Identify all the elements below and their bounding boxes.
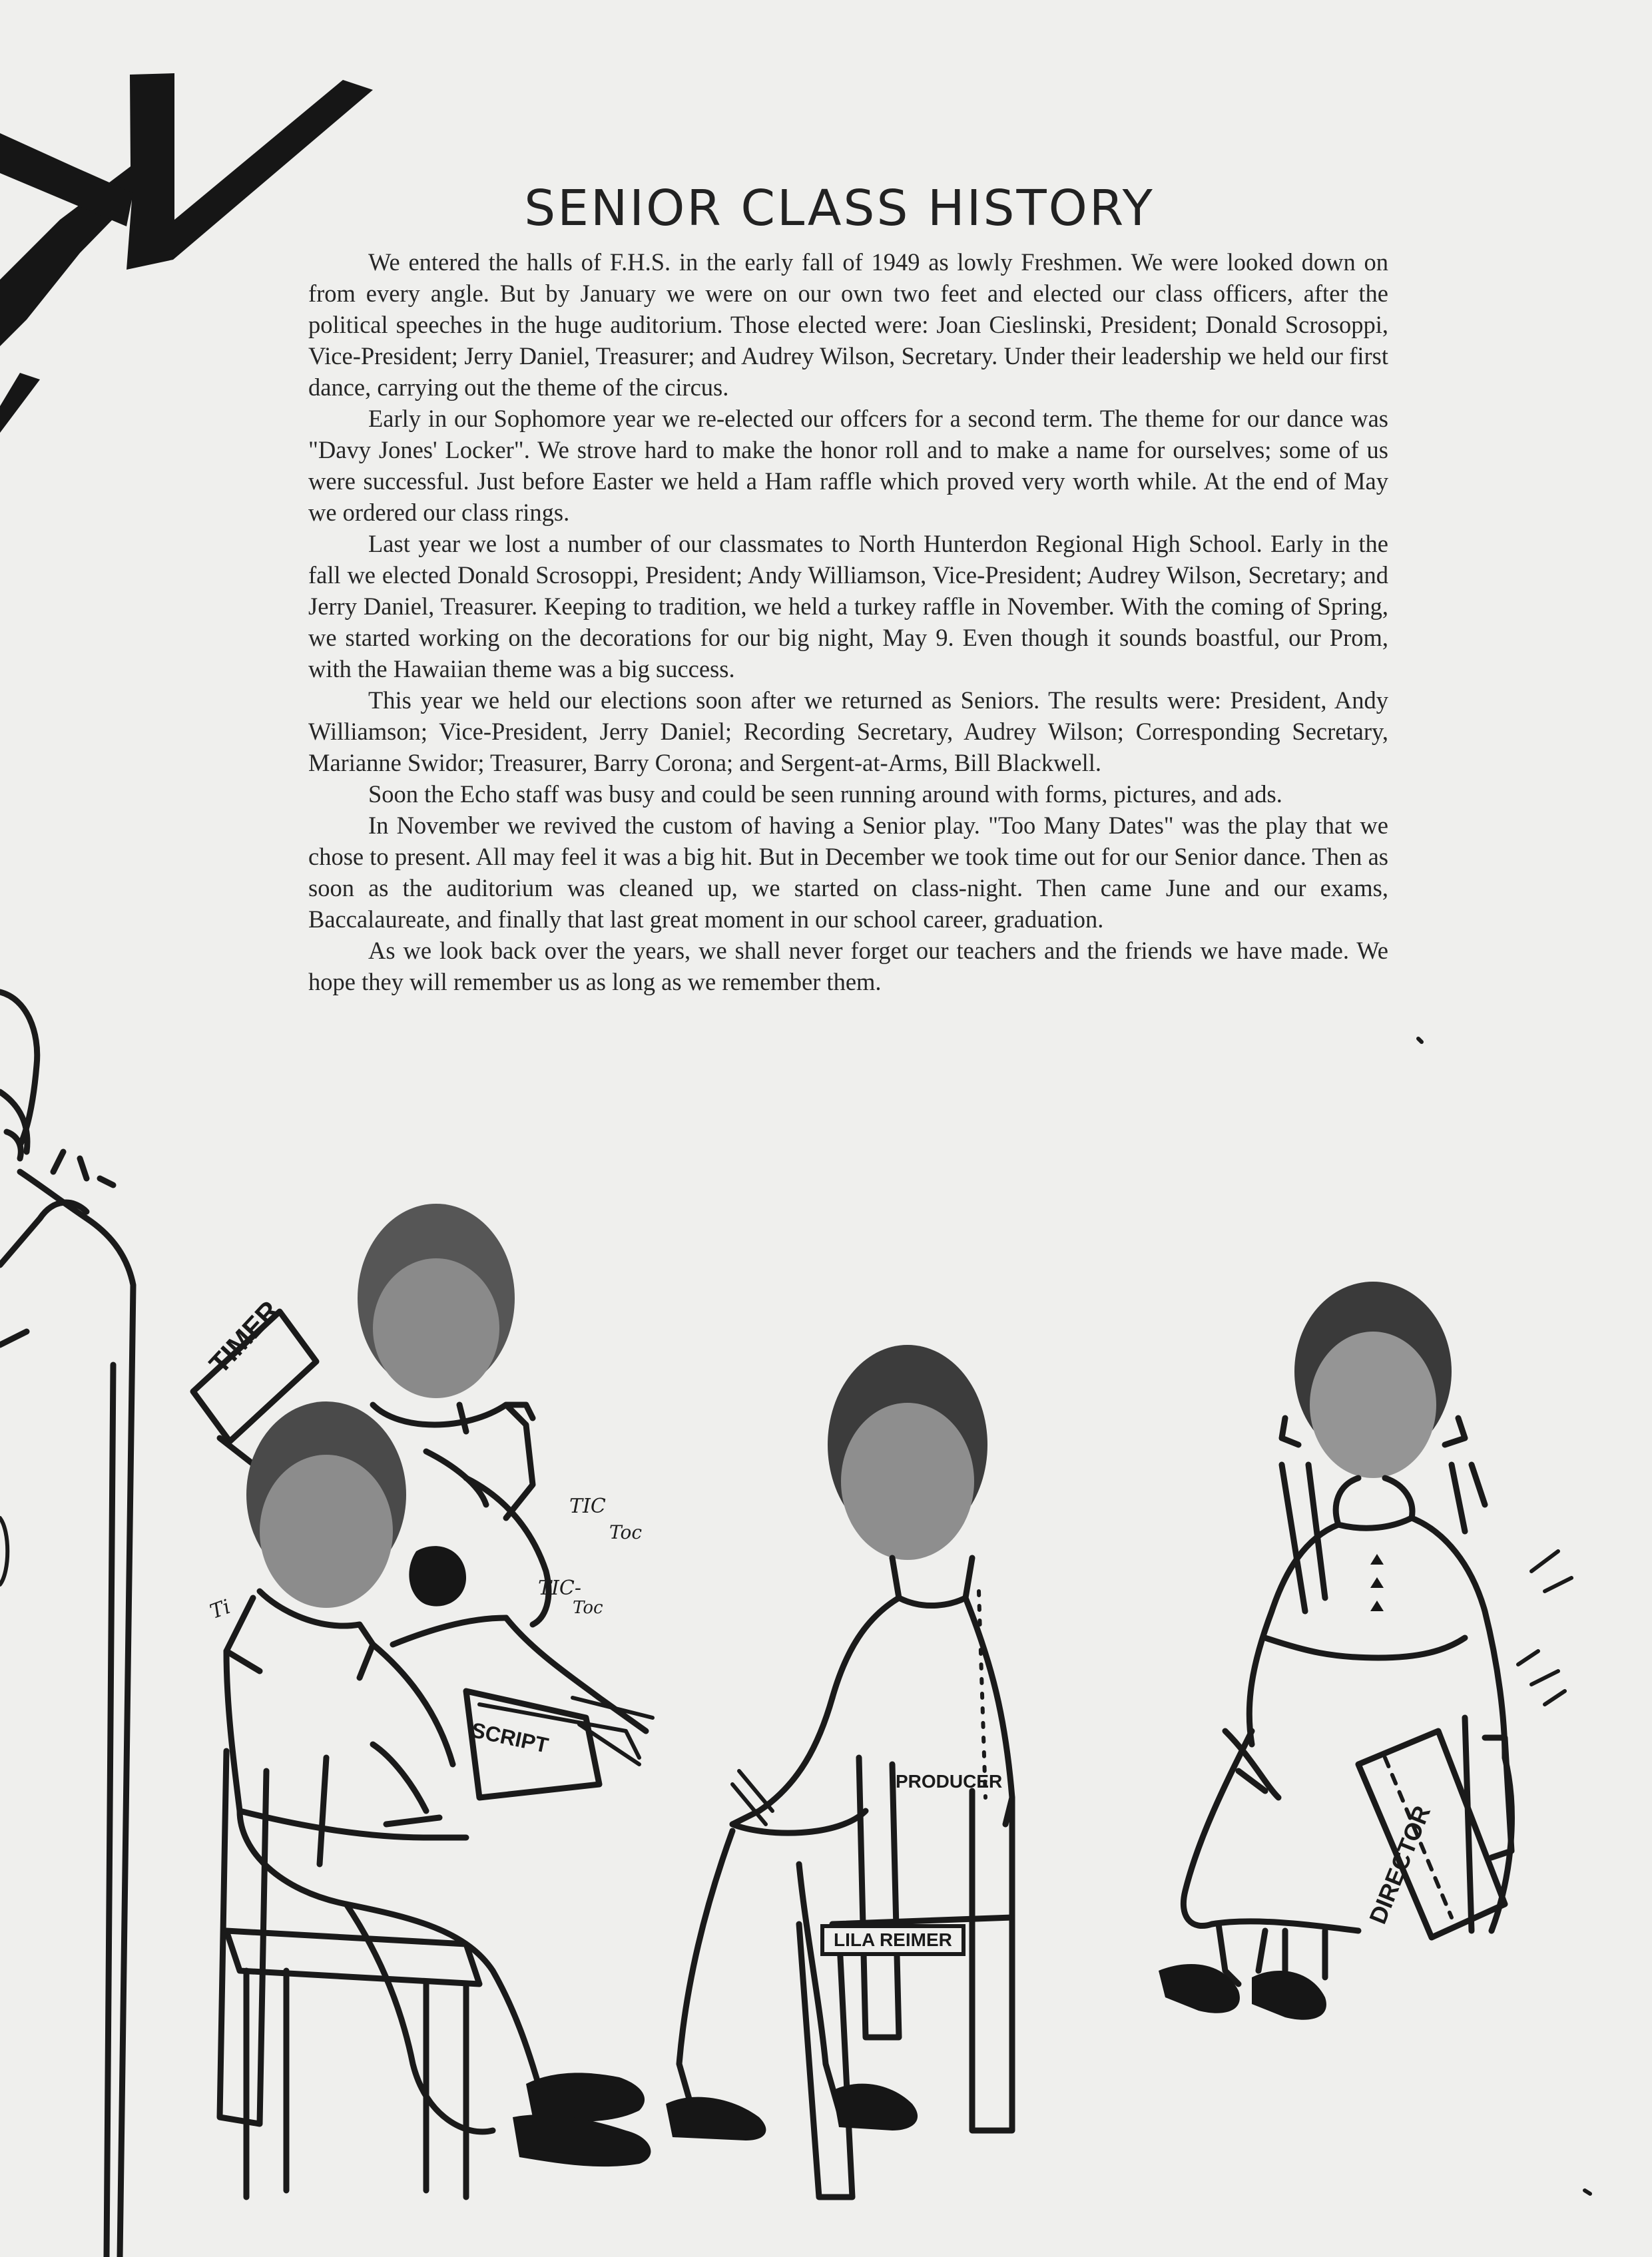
script-label: SCRIPT xyxy=(469,1718,551,1758)
class-history-text xyxy=(308,246,1388,997)
paragraph-closing: As we look back over the years, we shall never forget our teachers and the friends we have made. We hope they will remember us as long as we remember them. xyxy=(308,937,1388,995)
timer-sign-label: TIMER xyxy=(203,1294,286,1380)
paragraph-senior-elections: This year we held our elections soon after we returned as Seniors. The results were: President, Andy Williamson; Vice-President, Jerry Daniel; Recording Secretary, Audrey Wilson; Corresponding Secretary, Marianne Swidor; Treasurer, Barry Corona; and Sergent-at-Arms, Bill Blackwell. xyxy=(308,686,1388,776)
paragraph-sophomore: Early in our Sophomore year we re-elected our offcers for a second term. The theme for our dance was "Davy Jones' Locker". We strove hard to make the honor roll and to make a name for ourselves; some of us were successful. Just before Easter we held a Ham raffle which proved very worth while. At the end of May we ordered our class rings. xyxy=(308,405,1388,526)
tic-fragment: Ti xyxy=(206,1595,234,1625)
left-edge-figure xyxy=(0,992,133,2257)
director-label: DIRECTOR xyxy=(1364,1802,1436,1928)
lila-reimer-label: LILA REIMER xyxy=(820,1924,965,1956)
tic-toc-1b: Toc xyxy=(609,1521,643,1543)
paragraph-senior-play: In November we revived the custom of having a Senior play. "Too Many Dates" was the play that we chose to present. All may feel it was a big hit. But in December we took time out for our Senior dance. Then as soon as the auditorium was cleaned up, we started on class-night. Then came June and our exams, Baccalaureate, and finally that last great moment in our school career, graduation. xyxy=(308,812,1388,933)
paragraph-freshman: We entered the halls of F.H.S. in the early fall of 1949 as lowly Freshmen. We were looked down on from every angle. But by January we were on our own two feet and elected our class officers, after the political speeches in the huge auditorium. Those elected were: Joan Cieslinski, President; Donald Scrosoppi, Vice-President; Jerry Daniel, Treasurer; and Audrey Wilson, Secretary. Under their leadership we held our first dance, carrying out the theme of the circus. xyxy=(308,248,1388,401)
producer-label: PRODUCER xyxy=(896,1771,1003,1792)
tic-toc-2a: TIC- xyxy=(538,1577,581,1600)
woman-with-script xyxy=(220,1401,651,2197)
paragraph-echo-staff: Soon the Echo staff was busy and could be seen running around with forms, pictures, and ads. xyxy=(368,780,1282,808)
page-title: SENIOR CLASS HISTORY xyxy=(524,180,1155,237)
woman-director xyxy=(1159,1282,1571,2020)
paragraph-junior: Last year we lost a number of our classmates to North Hunterdon Regional High School. Early in the fall we elected Donald Scrosoppi, President; Andy Williamson, Vice-President; Audrey Wilson, Secretary; and Jerry Daniel, Treasurer. Keeping to tradition, we held a turkey raffle in November. With the coming of Spring, we started working on the decorations for our big night, May 9. Even though it sounds boastful, our Prom, with the Hawaiian theme was a big success. xyxy=(308,530,1388,682)
tic-toc-1a: TIC xyxy=(569,1495,606,1518)
tic-toc-2b: Toc xyxy=(573,1598,603,1618)
